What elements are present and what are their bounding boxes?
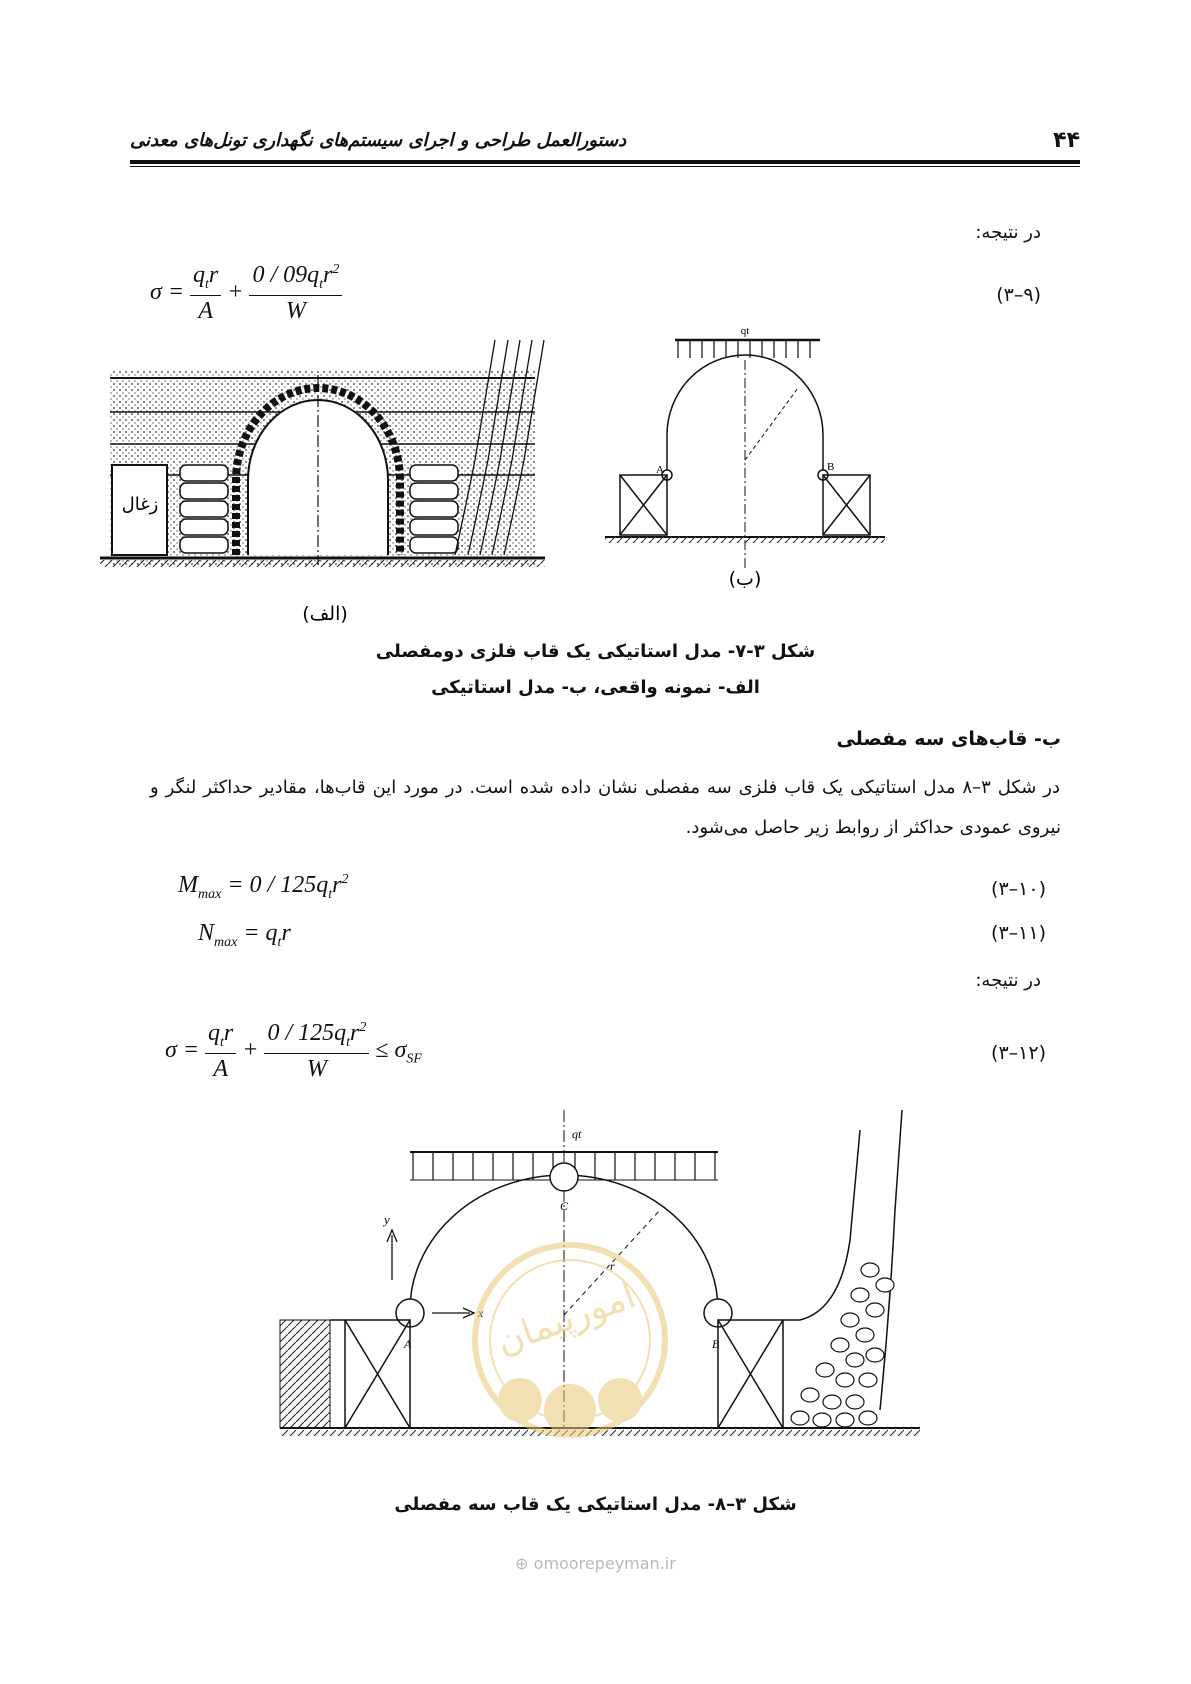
figure-3-7-label-b: (ب) (728, 568, 762, 590)
watermark-text: امورپیمان (491, 1275, 641, 1364)
svg-text:B: B (712, 1337, 720, 1351)
watermark-url: ⊕ omoorepeyman.ir (515, 1554, 676, 1573)
svg-text:y: y (384, 1212, 390, 1227)
svg-text:x: x (478, 1306, 484, 1320)
page-number: ۴۴ (1053, 128, 1080, 153)
page-header (130, 118, 1080, 168)
globe-icon: ⊕ (515, 1554, 529, 1573)
header-rule-thin (130, 166, 1080, 167)
svg-text:qt: qt (740, 325, 750, 337)
equation-number-12-3: (۱۲–۳) (991, 1042, 1046, 1064)
paragraph-line-1: در شکل ۳–۸ مدل استاتیکی یک قاب فلزی سه مفصلی نشان داده شده است. در مورد این قاب‌ها، مقادیر حداکثر لنگر و (150, 777, 1061, 798)
fraction-term-2: $\frac{0 / 125q_tr^2}{W}$ (264, 1020, 369, 1083)
equation-number-11-3: (۱۱–۳) (991, 922, 1046, 944)
equation-12-3: σ = $\frac{q_tr}{A}$ + $\frac{0 / 125q_tr^2}{W}$ ≤ $\sigma_{SF}$ (165, 1020, 422, 1082)
rock-fill (791, 1263, 894, 1427)
svg-text:qt: qt (572, 1127, 582, 1141)
svg-text:A: A (404, 1337, 412, 1351)
figure-3-8 (280, 1110, 920, 1510)
result-label-1: در نتیجه: (975, 222, 1041, 243)
svg-text:C: C (560, 1199, 569, 1213)
result-label-2: در نتیجه: (975, 970, 1041, 991)
fraction-term-1: $\frac{q_tr}{A}$ (205, 1020, 236, 1083)
equation-11-3: $N_{max} = q_tr$ (198, 920, 291, 950)
figure-3-7-static-model (605, 325, 885, 590)
watermark-logo (475, 1245, 665, 1436)
header-rule (130, 160, 1080, 164)
label-coal: زغال (121, 494, 159, 515)
figure-3-7-caption-line2: الف- نمونه واقعی، ب- مدل استاتیکی (431, 677, 760, 698)
fraction-term-1: $\frac{q_tr}{A}$ (190, 262, 221, 325)
hinge-c (550, 1163, 578, 1191)
paragraph-line-2: نیروی عمودی حداکثر از روابط زیر حاصل می‌شود. (685, 817, 1061, 838)
svg-text:B: B (827, 461, 835, 473)
figure-3-7-caption-line1: شکل ۳-۷- مدل استاتیکی یک قاب فلزی دومفصلی (375, 641, 816, 662)
figure-3-7-real-example (100, 340, 545, 625)
equation-number-9-3: (۹–۳) (996, 284, 1041, 306)
svg-text:r: r (610, 1259, 615, 1273)
figure-3-7 (100, 325, 1100, 640)
figure-3-8-caption: شکل ۳–۸- مدل استاتیکی یک قاب سه مفصلی (394, 1494, 797, 1515)
equation-number-10-3: (۱۰–۳) (991, 878, 1046, 900)
running-title: دستورالعمل طراحی و اجرای سیستم‌های نگهداری تونل‌های معدنی (130, 130, 627, 151)
svg-text:A: A (656, 464, 664, 476)
equation-9-3: σ = $\frac{q_tr}{A}$ + $\frac{0 / 09q_tr^2}{W}$ (150, 262, 342, 325)
section-heading: ب- قاب‌های سه مفصلی (836, 728, 1061, 750)
fraction-term-2: $\frac{0 / 09q_tr^2}{W}$ (249, 262, 342, 325)
figure-3-7-label-a: (الف) (302, 603, 348, 625)
equation-10-3: $M_{max} = 0 / 125q_tr^2$ (178, 872, 349, 902)
